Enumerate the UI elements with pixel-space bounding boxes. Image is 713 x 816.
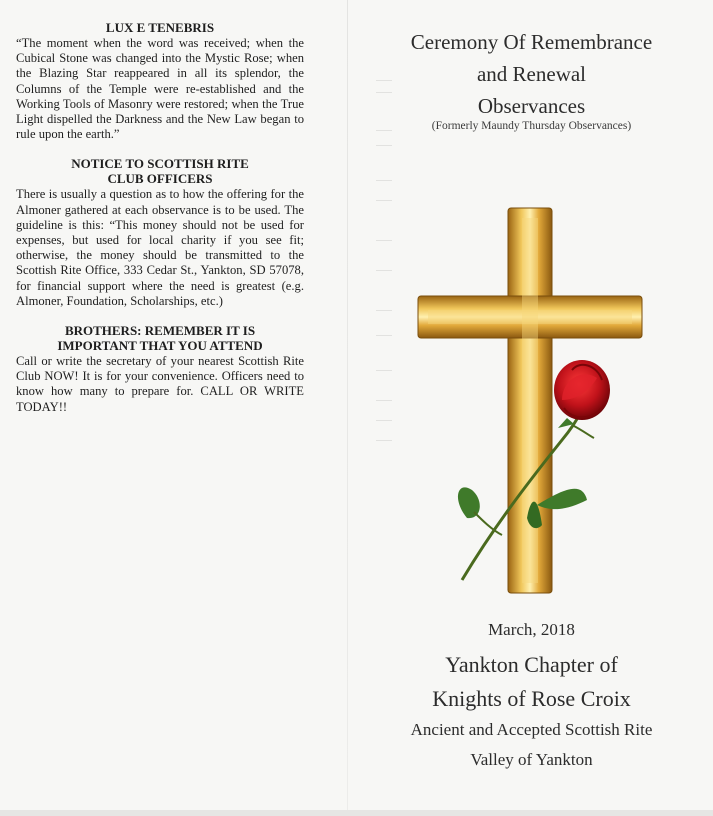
section-title-line: NOTICE TO SCOTTISH RITE <box>71 156 249 172</box>
right-panel <box>350 0 713 816</box>
org-chapter: Yankton Chapter of <box>445 652 618 677</box>
left-panel <box>16 20 304 429</box>
title-line: and Renewal <box>476 62 587 86</box>
section-text: “The moment when the word was received; when the Cubical Stone was changed into the Mystic Rose; when the Blazing Star reappeared in all its splendor, the Columns of the Temple were re-established and the Working Tools of Masonry were restored; when the True Light dispelled the Darkness and the New Law began to rule upon the earth.” <box>16 36 304 142</box>
section-title-line: IMPORTANT THAT YOU ATTEND <box>57 338 263 354</box>
subtitle: (Formerly Maundy Thursday Observances) <box>431 120 632 132</box>
org-rite: Ancient and Accepted Scottish Rite <box>410 720 653 739</box>
event-date: March, 2018 <box>488 620 575 639</box>
org-knights: Knights of Rose Croix <box>432 686 631 711</box>
section-notice-officers <box>16 156 304 309</box>
page-title <box>350 26 713 122</box>
section-text: There is usually a question as to how the offering for the Almoner gathered at each observance is to be used. The guideline is this: “This money should not be used for expenses, but used for local charity if you see fit; otherwise, the money should be transmitted to the Scottish Rite Office, 333 Cedar St., Yankton, SD 57078, for financial support where the need is greatest (e.g. Almoner, Foundation, Scholarships, etc.) <box>16 187 304 308</box>
section-title-line: LUX E TENEBRIS <box>105 20 215 35</box>
fold-line <box>347 0 348 816</box>
section-title <box>16 323 304 353</box>
section-text: Call or write the secretary of your nearest Scottish Rite Club NOW! It is for your convenience. Officers need to know how many to prepare for. CALL OR WRITE TODAY!! <box>16 354 304 414</box>
section-title <box>16 20 304 35</box>
section-lux-e-tenebris <box>16 20 304 142</box>
title-line: Ceremony Of Remembrance <box>410 30 653 54</box>
gold-cross-icon <box>418 208 642 593</box>
page-bottom-edge <box>0 810 713 816</box>
section-title <box>16 156 304 186</box>
section-title-line: CLUB OFFICERS <box>107 171 213 187</box>
org-valley: Valley of Yankton <box>470 750 593 769</box>
section-title-line: BROTHERS: REMEMBER IT IS <box>64 323 256 339</box>
section-brothers-attend <box>16 323 304 415</box>
cross-rose-illustration <box>412 200 652 600</box>
title-line: Observances <box>477 94 586 118</box>
